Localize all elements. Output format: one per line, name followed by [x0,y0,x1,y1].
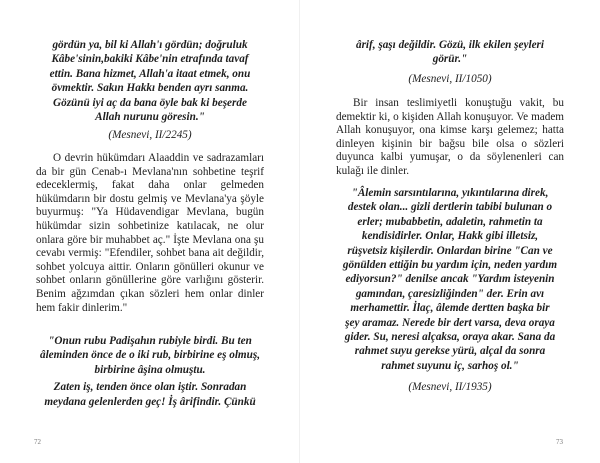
right-source-1: (Mesnevi, II/1050) [408,73,492,85]
right-body-paragraph: Bir insan teslimiyetli konuştuğu vakit, bu demektir ki, o kişiden Allah konuşuyor. Ve madem Allah konuşuyor, ona kimse karşı gelemez; hatta dinleyen kişinin bir bağsu bile olsa o sözleri duyunca kalbi yumuşar, o da söylenenleri can kulağı ile dinler. [336,97,564,177]
right-page-number: 73 [556,438,563,446]
quote-line: Gözünü iyi aç da bana öyle bak ki beşerde [53,96,247,109]
quote-line: Kâbe'sinin,bakiki Kâbe'nin etrafında tavaf [51,53,249,66]
quote-line: âleminden önce de o iki rub, birbirine eş olmuş, [39,349,261,362]
quote-line: rüşvetsiz kişilerdir. Onlardan birine "Can ve [347,244,553,257]
quote-line: şey aramaz. Nerede bir dert varsa, deva oraya [345,316,555,329]
right-quote-1 [330,38,570,67]
quote-line: övmektir. Sakın Hakkı benden ayrı sanma. [51,82,249,95]
quote-line: gamından, çaresizliğinden" der. Erin avı [355,287,545,300]
quote-line: ârif, şaşı değildir. Gözü, ilk ekilen şeyleri [355,39,544,51]
quote-line: kendisidirler. Onlar, Hakk gibi illetsiz, [361,230,539,243]
quote-line: merhamettir. İlaç, âlemde dertten başka bir [350,302,550,315]
quote-line: meydana gelenlerden geç! İş ârifindir. Çünkü [44,395,256,408]
quote-line: erler; mubabbetin, adaletin, rahmetin ta [357,215,543,228]
quote-line: gördün ya, bil ki Allah'ı gördün; doğruluk [52,39,248,51]
quote-line: Allah nurunu göresin." [95,111,205,124]
quote-line: gider. Su, neresi alçaksa, oraya akar. Sana da [344,331,556,344]
left-quote-2 [34,334,266,409]
left-page-number: 72 [34,438,41,446]
quote-line: "Âlemin sarsıntılarına, yıkıntılarına direk, [351,187,549,199]
quote-line: birbirine âşina olmuştu. [94,363,206,376]
quote-line: destek olan... gizli dertlerin tabibi bulunan o [347,201,553,214]
right-quote-2 [330,186,570,373]
quote-line: görür." [432,53,468,66]
quote-line: Zaten iş, tenden önce olan iştir. Sonradan [53,381,247,394]
quote-line: ettin. Bana hizmet, Allah'a itaat etmek, onu [49,67,251,80]
right-source-2: (Mesnevi, II/1935) [408,381,492,393]
left-source-1: (Mesnevi, II/2245) [108,129,192,141]
left-body-paragraph: O devrin hükümdarı Alaaddin ve sadrazamları da bir gün Cenab-ı Mevlana'nın sohbetine teşrif edeceklermiş, fakat daha onlar gelmeden hükümdarın bir dostu gelmiş ve Mevlana'ya şöyle buyurmuş: "Ya Hüdavendigar Mevlana, bugün hükümdar sizin sohbetinize katılacak, ne olur onlara göre bir muhabbet aç." İşte Mevlana ona şu cevabı vermiş: "Efendiler, sohbet bana ait değildir, sohbet yolcuya aittir. Onların gönülleri okunur ve sohbet onların gönüllerine göre varlığını gösterir. Benim ağzımdan çıkan sözleri hem onlar dinler hem fakir dinlerim." [36,152,264,314]
quote-line: gönülden ettiğin bu yardım için, neden yardım [342,259,558,272]
quote-line: rahmet suyunu iç, sarhoş ol." [381,359,519,372]
left-quote-1 [38,38,262,124]
quote-line: "Onun rubu Padişahın rubiyle birdi. Bu ten [48,335,252,347]
quote-line: ediyorsun?" denilse ancak "Yardım isteyenin [345,273,555,286]
right-page [300,0,600,463]
quote-line: rahmet suyu gerekse yürü, alçal da sonra [354,345,546,358]
